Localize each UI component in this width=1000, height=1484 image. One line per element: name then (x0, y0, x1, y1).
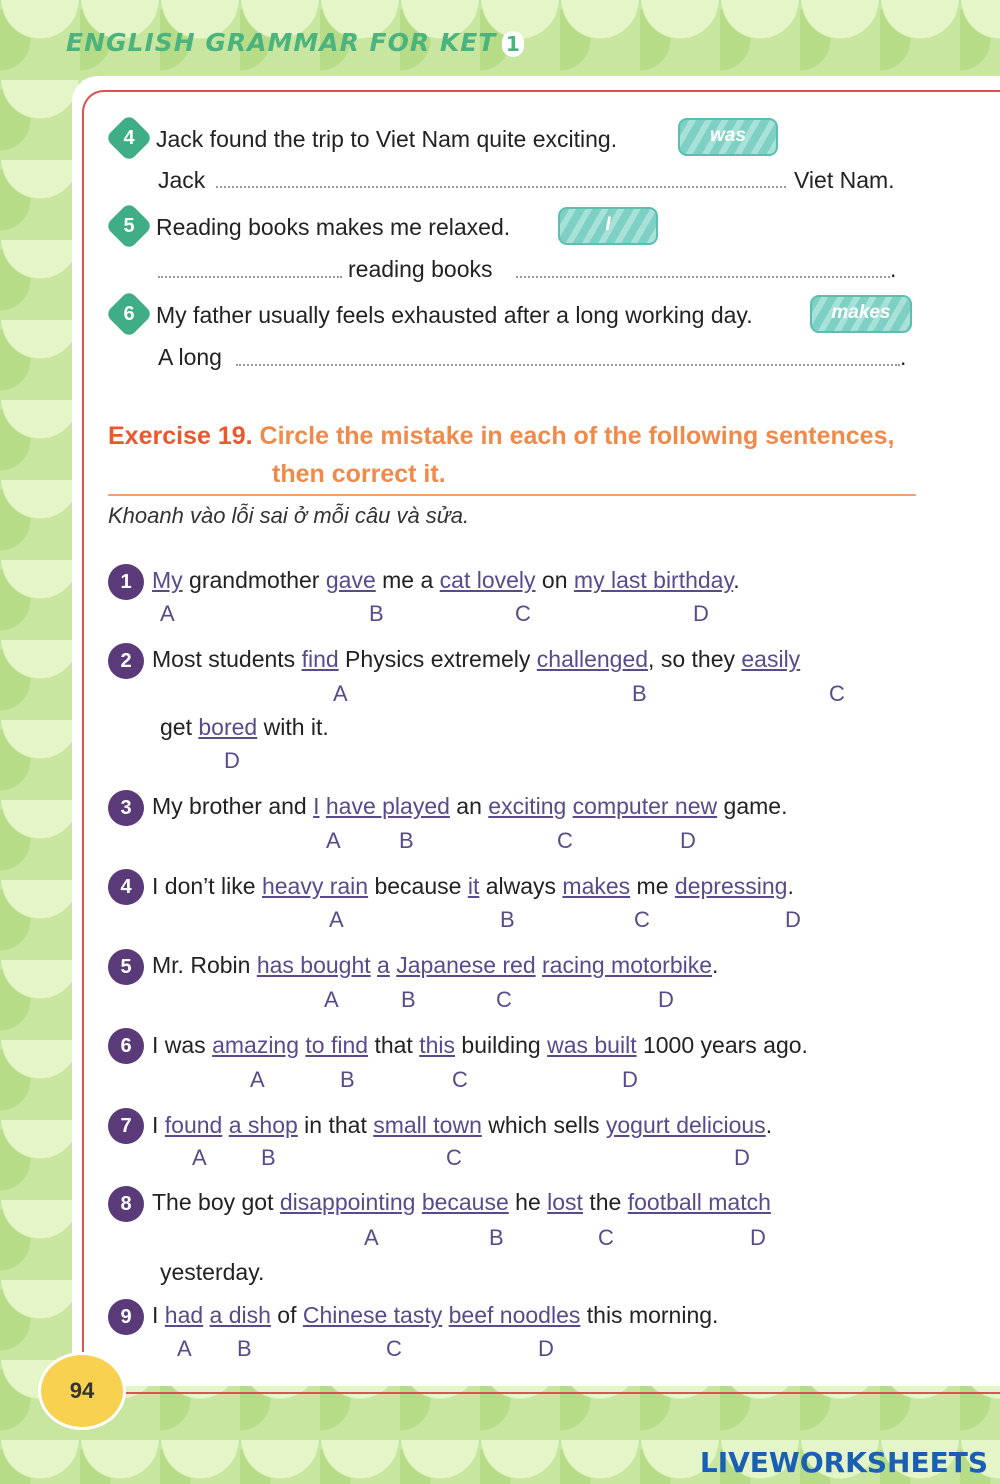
option-b[interactable]: B (632, 681, 647, 706)
item-1-sentence: My grandmother gave me a cat lovely on my last birthday. (152, 567, 740, 593)
option-b[interactable]: B (237, 1336, 252, 1361)
question-4-number: 4 (105, 114, 153, 162)
option-c[interactable]: C (452, 1067, 468, 1092)
option-d[interactable]: D (785, 907, 801, 932)
keyword-i: I (558, 207, 658, 245)
item-3-number: 3 (108, 790, 144, 826)
option-a[interactable]: A (177, 1336, 192, 1361)
item-8-sentence: The boy got disappointing because he lost the football match (152, 1189, 771, 1215)
exercise-instruction: Circle the mistake in each of the following sentences, (259, 422, 895, 450)
option-b[interactable]: B (261, 1145, 276, 1170)
option-b[interactable]: B (500, 907, 515, 932)
option-c[interactable]: C (598, 1225, 614, 1250)
keyword-was: was (678, 118, 778, 156)
option-d[interactable]: D (622, 1067, 638, 1092)
item-3-sentence: My brother and I have played an exciting computer new game. (152, 793, 788, 819)
option-d[interactable]: D (538, 1336, 554, 1361)
item-4-number: 4 (108, 869, 144, 905)
answer-4-end: Viet Nam. (794, 167, 895, 193)
item-9-number: 9 (108, 1299, 144, 1335)
question-6-number: 6 (105, 290, 153, 338)
vietnamese-instruction: Khoanh vào lỗi sai ở mỗi câu và sửa. (108, 503, 470, 528)
option-b[interactable]: B (489, 1225, 504, 1250)
option-a[interactable]: A (333, 681, 348, 706)
page-number: 94 (38, 1352, 126, 1430)
option-c[interactable]: C (446, 1145, 462, 1170)
book-title: ENGLISH GRAMMAR FOR KET 1 (66, 28, 524, 57)
sentence-5: Reading books makes me relaxed. (156, 214, 511, 240)
answer-5-end: . (890, 256, 897, 282)
option-a[interactable]: A (324, 987, 339, 1012)
option-c[interactable]: C (386, 1336, 402, 1361)
option-c[interactable]: C (515, 601, 531, 626)
volume-number: 1 (502, 31, 524, 57)
option-d[interactable]: D (658, 987, 674, 1012)
option-c[interactable]: C (634, 907, 650, 932)
item-2-number: 2 (108, 643, 144, 679)
question-5-number: 5 (105, 202, 153, 250)
liveworksheets-logo: LIVEWORKSHEETS (699, 1446, 988, 1479)
option-b[interactable]: B (399, 828, 414, 853)
answer-6-end: . (900, 344, 907, 370)
option-c[interactable]: C (829, 681, 845, 706)
option-a[interactable]: A (160, 601, 175, 626)
item-8-number: 8 (108, 1186, 144, 1222)
option-d[interactable]: D (224, 748, 240, 773)
item-9-sentence: I had a dish of Chinese tasty beef noodles this morning. (152, 1302, 719, 1328)
option-d[interactable]: D (750, 1225, 766, 1250)
keyword-makes: makes (810, 295, 912, 333)
answer-5-blank-1[interactable] (158, 276, 342, 278)
option-a[interactable]: A (250, 1067, 265, 1092)
option-b[interactable]: B (340, 1067, 355, 1092)
option-b[interactable]: B (401, 987, 416, 1012)
answer-6-blank[interactable] (236, 364, 900, 366)
item-8-line2: yesterday. (160, 1259, 265, 1285)
exercise-divider (108, 494, 916, 496)
exercise-heading: Exercise 19. Circle the mistake in each of the following sentences, (108, 422, 895, 450)
option-c[interactable]: C (496, 987, 512, 1012)
item-5-number: 5 (108, 949, 144, 985)
item-4-sentence: I don’t like heavy rain because it always makes me depressing. (152, 873, 794, 899)
option-a[interactable]: A (329, 907, 344, 932)
answer-4-blank[interactable] (216, 186, 786, 188)
item-5-sentence: Mr. Robin has bought a Japanese red racing motorbike. (152, 952, 719, 978)
answer-5-middle: reading books (348, 256, 493, 282)
option-b[interactable]: B (369, 601, 384, 626)
answer-4-start: Jack (158, 167, 206, 193)
item-7-number: 7 (108, 1108, 144, 1144)
option-a[interactable]: A (326, 828, 341, 853)
item-2-sentence: Most students find Physics extremely challenged, so they easily (152, 646, 801, 672)
option-d[interactable]: D (693, 601, 709, 626)
option-a[interactable]: A (192, 1145, 207, 1170)
item-1-number: 1 (108, 564, 144, 600)
answer-6-start: A long (158, 344, 222, 370)
option-c[interactable]: C (557, 828, 573, 853)
option-d[interactable]: D (680, 828, 696, 853)
sentence-6: My father usually feels exhausted after a long working day. (156, 302, 753, 328)
answer-5-blank-2[interactable] (516, 276, 890, 278)
sentence-4: Jack found the trip to Viet Nam quite exciting. (156, 126, 618, 152)
item-6-sentence: I was amazing to find that this building was built 1000 years ago. (152, 1032, 808, 1058)
item-2-line2: get bored with it. (160, 714, 329, 740)
option-a[interactable]: A (364, 1225, 379, 1250)
item-7-sentence: I found a shop in that small town which sells yogurt delicious. (152, 1112, 773, 1138)
option-d[interactable]: D (734, 1145, 750, 1170)
item-6-number: 6 (108, 1028, 144, 1064)
exercise-instruction-2: then correct it. (272, 460, 446, 488)
